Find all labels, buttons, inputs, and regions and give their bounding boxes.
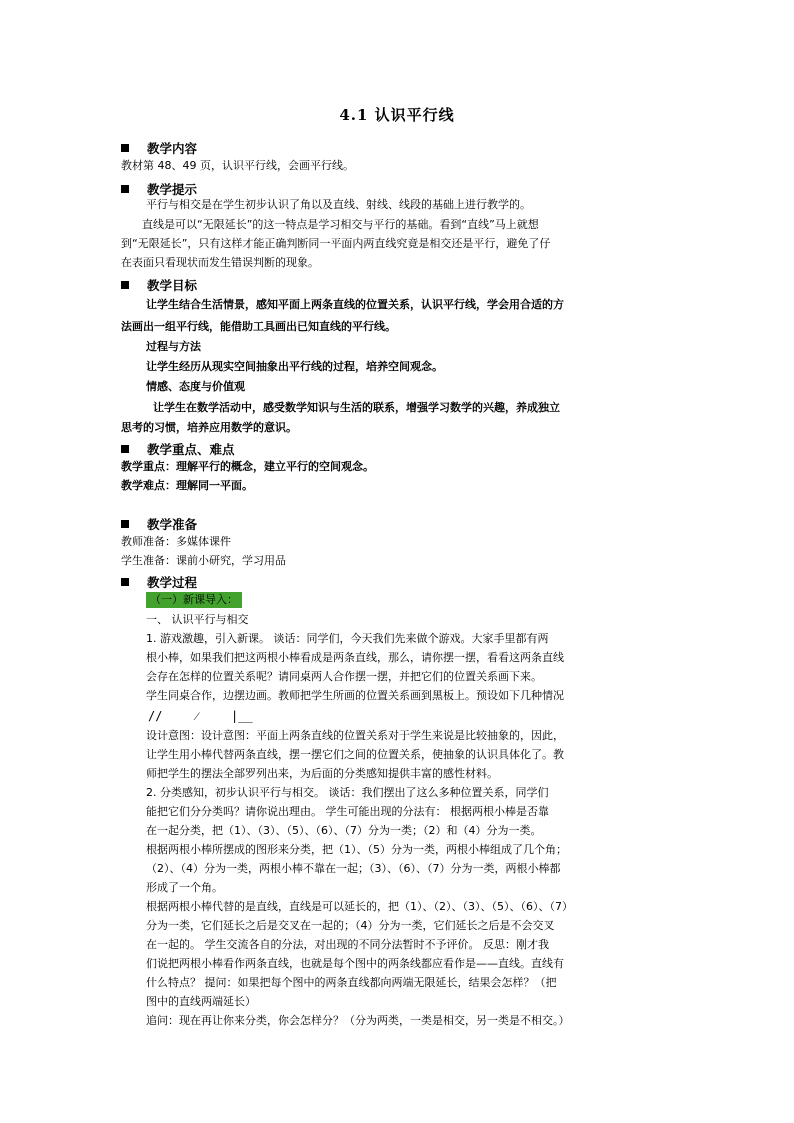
content-text: 教材第 48、49 页，认识平行线，会画平行线。 bbox=[121, 159, 354, 172]
process-line: 在一起的。 学生交流各自的分法，对出现的不同分法暂时不予评价。 反思：刚才我 bbox=[146, 938, 549, 951]
right-angle-sketch: |__ bbox=[230, 709, 253, 723]
student-prep: 学生准备：课前小研究，学习用品 bbox=[121, 554, 286, 567]
process-line: 根据两根小棒所摆成的图形来分类，把（1）、（5）分为一类，两根小棒组成了几个角； bbox=[146, 843, 567, 856]
hint-line: 到“无限延长”，只有这样才能正确判断同一平面内两直线究竟是相交还是平行，避免了仔 bbox=[121, 237, 551, 250]
process-line: 分为一类，它们延长之后是交叉在一起的；（4）分为一类，它们延长之后是不会交叉 bbox=[146, 919, 555, 932]
bullet-square-icon bbox=[121, 281, 129, 289]
process-line: 设计意图：设计意图：平面上两条直线的位置关系对于学生来说是比较抽象的，因此， bbox=[146, 729, 564, 742]
hint-line: 直线是可以“无限延长”的这一特点是学习相交与平行的基础。看到“直线”马上就想 bbox=[142, 218, 539, 231]
goal-line: 让学生在数学活动中，感受数学知识与生活的联系，增强学习数学的兴趣，养成独立 bbox=[153, 401, 560, 414]
section-heading-prep: 教学准备 bbox=[121, 515, 197, 533]
section-heading-process: 教学过程 bbox=[121, 573, 197, 591]
line-position-sketches bbox=[148, 709, 253, 724]
process-line: 能把它们分分类吗？请你说出理由。 学生可能出现的分法有： 根据两根小棒是否靠 bbox=[146, 805, 549, 818]
process-line: 会存在怎样的位置关系呢？请同桌两人合作摆一摆，并把它们的位置关系画下来。 bbox=[146, 670, 542, 683]
bullet-square-icon bbox=[121, 144, 129, 152]
process-line: （2）、（4）分为一类，两根小棒不靠在一起；（3）、（6）、（7）分为一类，两根小棒都 bbox=[146, 862, 561, 875]
process-line: 根据两根小棒代替的是直线，直线是可以延长的，把（1）、（2）、（3）、（5）、（6）、（7） bbox=[146, 900, 573, 913]
section-heading-hint: 教学提示 bbox=[121, 180, 197, 198]
process-subheading: 一、 认识平行与相交 bbox=[146, 613, 249, 626]
teacher-prep: 教师准备：多媒体课件 bbox=[121, 535, 231, 548]
difficult-point: 教学难点：理解同一平面。 bbox=[121, 479, 253, 492]
goal-line: 让学生经历从现实空间抽象出平行线的过程，培养空间观念。 bbox=[146, 360, 443, 373]
key-point: 教学重点：理解平行的概念，建立平行的空间观念。 bbox=[121, 460, 374, 473]
process-line: 让学生用小棒代替两条直线，摆一摆它们之间的位置关系，使抽象的认识具体化了。教 bbox=[146, 748, 564, 761]
goal-subheading: 过程与方法 bbox=[146, 340, 201, 353]
goal-line: 法画出一组平行线，能借助工具画出已知直线的平行线。 bbox=[121, 320, 396, 333]
bullet-square-icon bbox=[121, 445, 129, 453]
goal-line: 思考的习惯，培养应用数学的意识。 bbox=[121, 421, 297, 434]
page-title: 4.1 认识平行线 bbox=[339, 106, 455, 124]
process-line: 什么特点？ 提问：如果把每个图中的两条直线都向两端无限延长，结果会怎样？（把 bbox=[146, 976, 557, 989]
process-line: 追问：现在再让你来分类，你会怎样分？（分为两类，一类是相交，另一类是不相交。） bbox=[146, 1014, 570, 1027]
hint-line: 平行与相交是在学生初步认识了角以及直线、射线、线段的基础上进行教学的。 bbox=[146, 198, 531, 211]
hint-line: 在表面只看现状而发生错误判断的现象。 bbox=[121, 256, 319, 269]
process-line: 师把学生的摆法全部罗列出来，为后面的分类感知提供丰富的感性材料。 bbox=[146, 767, 498, 780]
process-line: 学生同桌合作，边摆边画。教师把学生所画的位置关系画到黑板上。预设如下几种情况 bbox=[146, 689, 564, 702]
process-line: 1. 游戏激趣，引入新课。 谈话：同学们，今天我们先来做个游戏。大家手里都有两 bbox=[146, 632, 549, 645]
goal-line: 让学生结合生活情景，感知平面上两条直线的位置关系，认识平行线，学会用合适的方 bbox=[146, 298, 564, 311]
bullet-square-icon bbox=[121, 578, 129, 586]
goal-subheading: 情感、态度与价值观 bbox=[146, 380, 245, 393]
process-line: 在一起分类，把（1）、（3）、（5）、（6）、（7）分为一类；（2）和（4）分为一类。 bbox=[146, 824, 542, 837]
parallel-lines-sketch: // bbox=[148, 709, 163, 723]
process-line: 们说把两根小棒看作两条直线，也就是每个图中的两条线都应看作是——直线。直线有 bbox=[146, 957, 564, 970]
process-line: 形成了一个角。 bbox=[146, 881, 223, 894]
process-line: 图中的直线两端延长） bbox=[146, 995, 256, 1008]
section-heading-key: 教学重点、难点 bbox=[121, 440, 235, 458]
section-heading-content: 教学内容 bbox=[121, 139, 197, 157]
process-line: 根小棒，如果我们把这两根小棒看成是两条直线，那么，请你摆一摆，看看这两条直线 bbox=[146, 651, 564, 664]
bullet-square-icon bbox=[121, 520, 129, 528]
process-line: 2. 分类感知，初步认识平行与相交。 谈话：我们摆出了这么多种位置关系，同学们 bbox=[146, 786, 549, 799]
section-heading-goal: 教学目标 bbox=[121, 276, 197, 294]
crossing-lines-sketch: ⁄ bbox=[195, 709, 198, 723]
highlighted-subheading: （一）新课导入： bbox=[146, 592, 242, 608]
bullet-square-icon bbox=[121, 185, 129, 193]
